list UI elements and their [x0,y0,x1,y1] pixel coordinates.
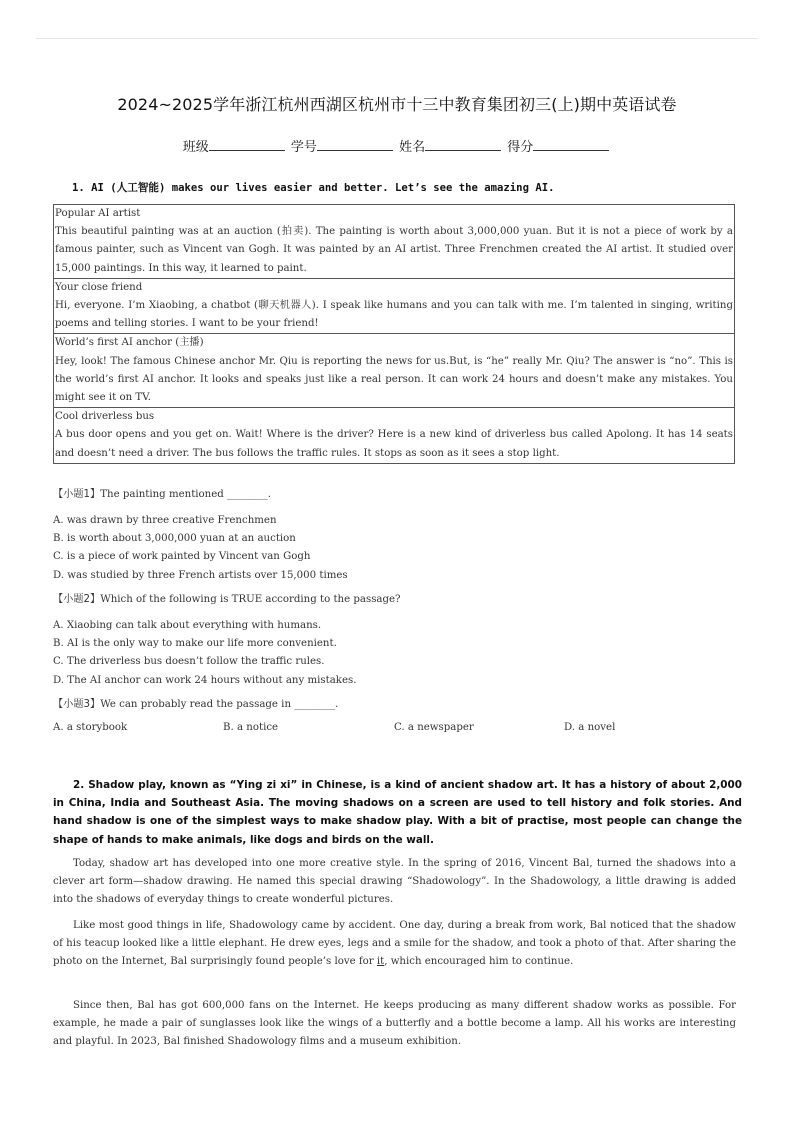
passage-title: Popular AI artist [55,208,141,219]
name-label: 姓名 [399,140,426,155]
option-c[interactable]: C. a newspaper [394,722,474,733]
name-blank[interactable] [425,138,501,151]
student-info-line [0,136,794,155]
passage-body: Hi, everyone. I’m Xiaobing, a chatbot (聊天机器人). I speak like humans and you can talk with me. I’m talented in singing, writing poems and telling stories. I want to be your friend! [55,300,733,330]
class-label: 班级 [182,140,209,155]
passage-body: Hey, look! The famous Chinese anchor Mr. Qiu is reporting the news for us.But, is “he” really Mr. Qiu? The answer is “no”. This is the world’s first AI anchor. It looks and speaks just like a real person. It can work 24 hours and doesn’t make any mistakes. You might see it on TV. [55,355,733,404]
subquestion-stem: Which of the following is TRUE according to the passage? [100,594,401,605]
option-b[interactable]: B. a notice [223,722,279,733]
shadow-paragraph-3: Since then, Bal has got 600,000 fans on the Internet. He keeps producing as many different shadow works as possible. For example, he made a pair of sunglasses look like the wings of a butterfly and a bottle become a lamp. All his works are interesting and playful. In 2023, Bal finished Shadowology films and a museum exhibition. [53,1000,736,1048]
class-blank[interactable] [209,138,285,151]
question-2-heading: 2. Shadow play, known as “Ying zi xi” in Chinese, is a kind of ancient shadow art. It has a history of about 2,000 in China, India and Southeast Asia. The moving shadows on a screen are used to tell history and folk stories. And hand shadow is one of the simplest ways to make shadow play. With a bit of practise, most people can change the shape of hands to make animals, like dogs and birds on the wall. [53,779,742,846]
subquestion-stem: We can probably read the passage in ________. [100,699,339,710]
passage-cell [54,334,735,408]
option-b[interactable]: B. is worth about 3,000,000 yuan at an auction [53,533,296,545]
subquestion-2 [53,591,401,609]
exam-title: 2024~2025学年浙江杭州西湖区杭州市十三中教育集团初三(上)期中英语试卷 [117,95,677,114]
subquestion-2-options [53,617,356,690]
passage-row [54,408,735,464]
passage-cell [54,205,735,279]
passage-row [54,334,735,408]
passage-title: Your close friend [55,281,143,293]
student-id-blank[interactable] [317,138,393,151]
underlined-word: it [376,956,385,968]
passage-title: World’s first AI anchor (主播) [55,337,204,349]
option-d[interactable]: D. was studied by three French artists over 15,000 times [53,569,348,581]
option-a[interactable]: A. was drawn by three creative Frenchmen [53,515,277,526]
passage-row [54,278,735,334]
option-a[interactable]: A. a storybook [53,722,128,733]
subquestion-3 [53,696,338,714]
score-blank[interactable] [533,138,609,151]
passage-cell [54,408,735,464]
subquestion-tag: 【小题2】 [53,594,101,605]
option-b[interactable]: B. AI is the only way to make our life more convenient. [53,638,337,650]
score-label: 得分 [507,140,534,155]
header-divider [36,38,758,39]
option-d[interactable]: D. a novel [564,722,616,733]
subquestion-1 [53,486,271,504]
paragraph-text: Like most good things in life, Shadowology came by accident. One day, during a break from work, Bal noticed that the shadow of his teacup looked like a little elephant. He drew eyes, legs and a smile for the shadow, and took a photo of that. After sharing the photo on the Internet, Bal surprisingly found people’s love for [53,920,736,968]
passage-body: This beautiful painting was at an auction (拍卖). The painting is worth about 3,000,000 yuan. But it is not a piece of work by a famous painter, such as Vincent van Gogh. It was painted by an AI artist. Three Frenchmen created the AI artist. It studied over 15,000 paintings. In this way, it learned to paint. [55,226,733,274]
shadow-paragraph-1: Today, shadow art has developed into one more creative style. In the spring of 2016, Vincent Bal, turned the shadows into a clever art form—shadow drawing. He named this special drawing “Shadowology”. In the Shadowology, a little drawing is added into the shadows of everyday things to create wonderful pictures. [53,858,736,906]
subquestion-tag: 【小题1】 [53,489,101,500]
paragraph-text: , which encouraged him to continue. [384,956,574,968]
option-c[interactable]: C. is a piece of work painted by Vincent van Gogh [53,551,311,563]
option-c[interactable]: C. The driverless bus doesn’t follow the traffic rules. [53,656,325,668]
student-id-label: 学号 [290,140,317,155]
subquestion-3-options [53,722,743,740]
passage-row [54,205,735,279]
question-1-heading: 1. AI (人工智能) makes our lives easier and better. Let’s see the amazing AI. [72,182,555,194]
option-a[interactable]: A. Xiaobing can talk about everything with humans. [53,620,322,631]
subquestion-tag: 【小题3】 [53,699,101,710]
passage-body: A bus door opens and you get on. Wait! Where is the driver? Here is a new kind of driverless bus called Apolong. It has 14 seats and doesn’t need a driver. The bus follows the traffic rules. It stops as soon as it sees a stop light. [55,429,733,459]
passage-cell [54,278,735,334]
passage-title: Cool driverless bus [55,411,155,423]
subquestion-1-options [53,512,348,585]
ai-passages-table [53,204,735,464]
option-d[interactable]: D. The AI anchor can work 24 hours without any mistakes. [53,674,357,686]
subquestion-stem: The painting mentioned ________. [100,489,272,500]
shadow-paragraph-2 [53,917,736,972]
